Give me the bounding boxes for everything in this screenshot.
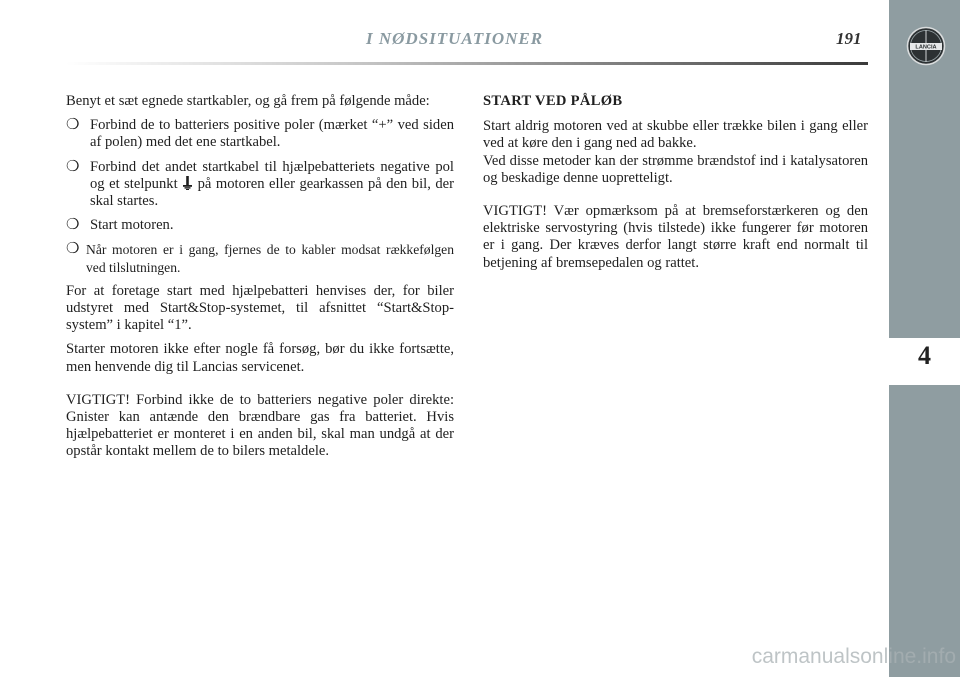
bullet-text: Når motoren er i gang, fjernes de to kabler modsat rækkefølgen ved tilslutningen.	[86, 242, 454, 275]
left-column	[66, 93, 454, 468]
bullet-circle-icon: ❍	[66, 117, 80, 134]
header-rule	[66, 62, 868, 65]
warning-paragraph: VIGTIGT! Vær opmærksom på at bremseforstærkeren og den elektriske servostyring (hvis tilstede) ikke fungerer før motoren er i gang. Der kræves derfor langt større kraft end normalt til betjening af bremsepedalen og rattet.	[483, 203, 868, 271]
section-title: I NØDSITUATIONER	[366, 29, 544, 48]
list-item	[66, 159, 454, 211]
list-item	[66, 117, 454, 151]
section-heading: START VED PÅLØB	[483, 93, 623, 109]
watermark: carmanualsonline.info	[751, 645, 956, 668]
startstop-paragraph: For at foretage start med hjælpebatteri henvises der, for biler udstyret med Start&Stop-systemet, til afsnittet “Start&Stop-system” i kapitel “1”.	[66, 282, 454, 334]
intro-paragraph: Benyt et sæt egnede startkabler, og gå frem på følgende måde:	[66, 93, 430, 109]
list-item	[66, 241, 454, 275]
list-item	[66, 217, 454, 234]
ground-symbol-icon	[183, 176, 192, 190]
catalyst-paragraph: Ved disse metoder kan der strømme brændstof ind i katalysatoren og beskadige denne uopretteligt.	[483, 152, 868, 186]
bullet-text: Start motoren.	[90, 217, 174, 234]
retry-paragraph: Starter motoren ikke efter nogle få forsøg, bør du ikke fortsætte, men henvende dig til Lancias servicenet.	[66, 341, 454, 375]
bullet-circle-icon: ❍	[66, 217, 80, 234]
bullet-text-suffix: på motoren eller gearkassen på den bil, der skal startes.	[90, 175, 454, 210]
right-column	[483, 93, 868, 279]
warning-paragraph: VIGTIGT! Forbind ikke de to batteriers negative poler direkte: Gnister kan antænde den brændbare gas fra batteriet. Hvis hjælpebatteriet er monteret i en anden bil, skal man undgå at der opstår kontakt mellem de to bilers metaldele.	[66, 391, 454, 460]
logo-text: LANCIA	[915, 44, 937, 51]
bullet-text: Forbind det andet startkabel til hjælpebatteriets negative pol og et stelpunkt	[90, 158, 454, 192]
bullet-circle-icon: ❍	[66, 241, 80, 258]
push-start-paragraph: Start aldrig motoren ved at skubbe eller trække bilen i gang eller ved at køre den i gang ned ad bakke.	[483, 118, 868, 152]
page-number: 191	[836, 29, 862, 48]
bullet-circle-icon: ❍	[66, 158, 80, 175]
lancia-logo-icon	[906, 26, 946, 66]
chapter-number: 4	[918, 341, 931, 370]
bullet-text: Forbind de to batteriers positive poler (mærket “+” ved siden af polen) med det ene startkabel.	[90, 117, 454, 151]
